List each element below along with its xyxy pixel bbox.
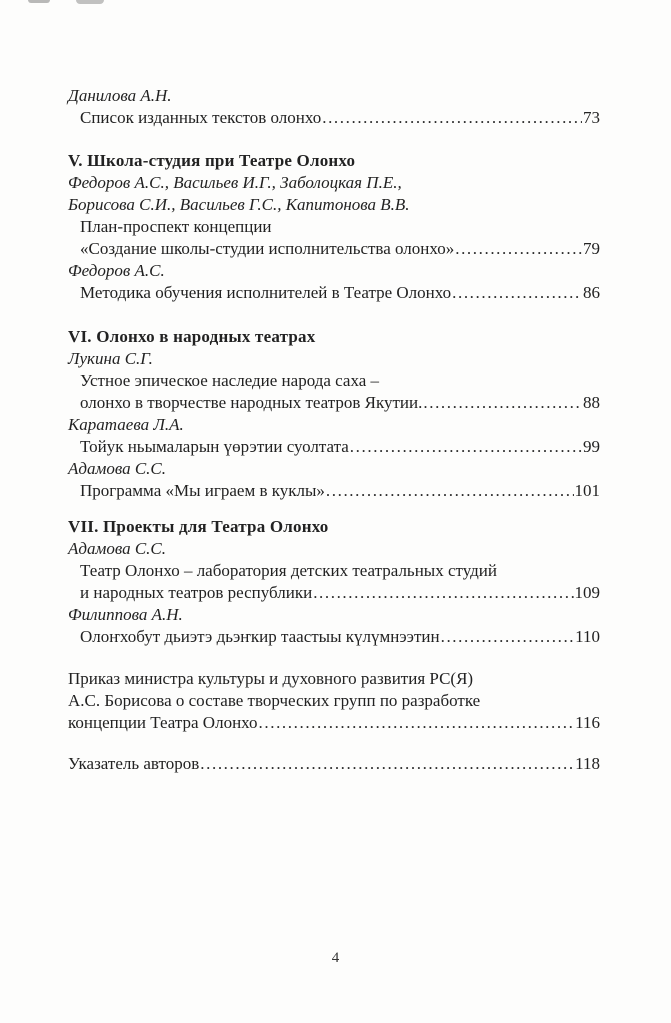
toc-title: Программа «Мы играем в куклы» <box>80 481 325 500</box>
dot-leader <box>326 480 574 502</box>
toc-page-ref: 79 <box>583 239 600 258</box>
toc-title-line: Театр Олонхо – лаборатория детских театральных студий <box>80 561 497 580</box>
toc-title-row <box>68 107 600 129</box>
scan-artifact <box>76 0 104 4</box>
toc-title-row <box>68 282 600 304</box>
toc-title: Методика обучения исполнителей в Театре Олонхо <box>80 283 452 302</box>
toc-author-line: Борисова С.И., Васильев Г.С., Капитонова В.В. <box>68 195 410 214</box>
toc-page-ref: 88 <box>583 393 600 412</box>
toc-entry-author-index <box>68 753 600 775</box>
toc-page-ref: 101 <box>574 481 600 500</box>
scan-artifact <box>28 0 50 3</box>
toc-title-row <box>68 712 600 734</box>
toc-title-row <box>68 392 600 414</box>
toc-title: Указатель авторов <box>68 754 200 773</box>
toc-page-ref: 86 <box>583 283 600 302</box>
toc-title: Тойук ньымаларын үөрэтии суолтата <box>80 437 349 456</box>
toc-author-line: Каратаева Л.А. <box>68 415 184 434</box>
toc-title: Олоҥхобут дьиэтэ дьэҥкир таастыы күлүмнээтин <box>80 627 440 646</box>
toc-author-line: Федоров А.С., Васильев И.Г., Заболоцкая П.Е., <box>68 173 402 192</box>
toc-title-row <box>68 753 600 775</box>
toc-section-vi <box>68 326 600 502</box>
page-number: 4 <box>331 950 340 966</box>
toc-entry <box>68 85 600 129</box>
dot-leader <box>322 107 582 129</box>
toc-plain-line: Приказ министра культуры и духовного развития РС(Я) <box>68 669 474 688</box>
toc-title: Список изданных текстов олонхо <box>80 108 322 127</box>
toc-author-line: Лукина С.Г. <box>68 349 153 368</box>
dot-leader <box>455 238 582 260</box>
dot-leader <box>350 436 582 458</box>
toc-section-vii <box>68 516 600 648</box>
toc-title-row <box>68 480 600 502</box>
toc-author-line: Адамова С.С. <box>68 459 167 478</box>
dot-leader <box>423 392 582 414</box>
toc-title-row <box>68 238 600 260</box>
toc-title: «Создание школы-студии исполнительства олонхо» <box>80 239 455 258</box>
toc-section-v <box>68 150 600 304</box>
toc-author-line: Адамова С.С. <box>68 539 167 558</box>
dot-leader <box>441 626 575 648</box>
toc-page-ref: 99 <box>583 437 600 456</box>
toc-author-line: Филиппова А.Н. <box>68 605 183 624</box>
toc-title: концепции Театра Олонхо <box>68 713 258 732</box>
toc-page-ref: 118 <box>575 754 600 773</box>
dot-leader <box>452 282 582 304</box>
dot-leader <box>200 753 574 775</box>
toc-title-line: Устное эпическое наследие народа саха – <box>80 371 380 390</box>
dot-leader <box>313 582 573 604</box>
toc-page-ref: 73 <box>583 108 600 127</box>
toc-title: олонхо в творчестве народных театров Якутии. <box>80 393 423 412</box>
toc-title: и народных театров республики <box>80 583 313 602</box>
section-heading: V. Школа-студия при Театре Олонхо <box>68 151 356 170</box>
toc-page-ref: 109 <box>574 583 600 602</box>
toc-plain-line: А.С. Борисова о составе творческих групп по разработке <box>68 691 481 710</box>
section-heading: VII. Проекты для Театра Олонхо <box>68 517 329 536</box>
toc-title-row <box>68 582 600 604</box>
toc-title-row <box>68 436 600 458</box>
toc-author-line: Федоров А.С. <box>68 261 165 280</box>
toc-author-line: Данилова А.Н. <box>68 86 172 105</box>
toc-title-row <box>68 626 600 648</box>
toc-page-ref: 116 <box>575 713 600 732</box>
table-of-contents <box>68 85 600 775</box>
dot-leader <box>259 712 575 734</box>
toc-page-ref: 110 <box>575 627 600 646</box>
section-heading: VI. Олонхо в народных театрах <box>68 327 316 346</box>
toc-title-line: План-проспект концепции <box>80 217 272 236</box>
toc-entry-ministry-order <box>68 668 600 734</box>
